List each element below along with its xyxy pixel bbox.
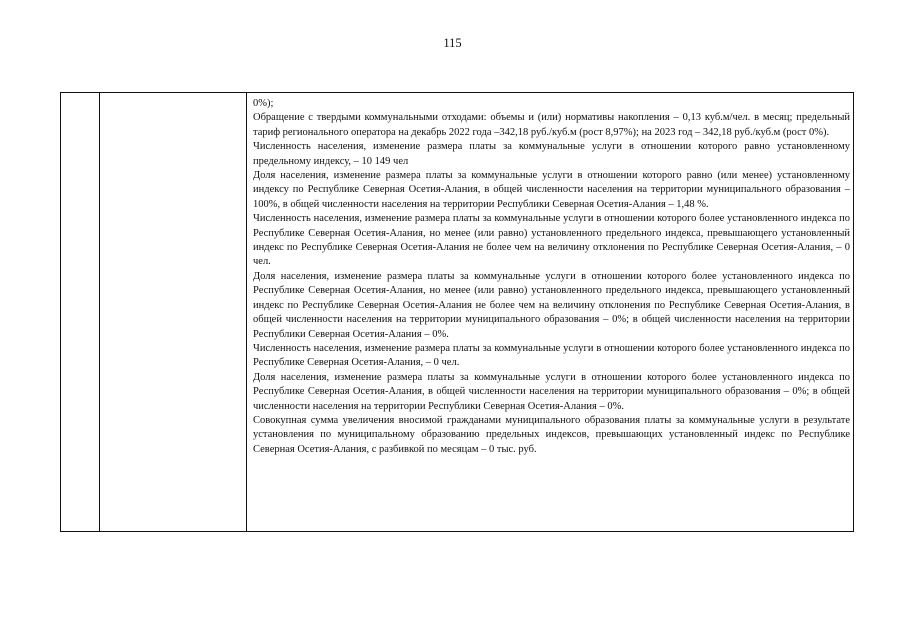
paragraph: Численность населения, изменение размера платы за коммунальные услуги в отношении которого более установленного индекса по Республике Северная Осетия-Алания, но менее (или равно) установленного предельного индекса, превышающего установленный индекс по Республике Северная Осетия-Алания не более чем на величину отклонения по Республике Северная Осетия-Алания, – 0 чел. (253, 213, 850, 268)
paragraph: Доля населения, изменение размера платы за коммунальные услуги в отношении которого более установленного индекса по Республике Северная Осетия-Алания, но менее (или равно) установленного предельного индекса, превышающего установленный индекс по Республике Северная Осетия-Алания не более чем на величину отклонения по Республике Северная Осетия-Алания, в общей численности населения на территории муниципального образования – 0%; в общей численности населения на территории Республики Северная Осетия-Алания – 0%. (253, 270, 850, 340)
paragraph: 0%); (253, 98, 274, 109)
page-number: 115 (443, 36, 462, 50)
paragraph: Совокупная сумма увеличения вносимой гражданами муниципального образования платы за коммунальные услуги в результате установления по муниципальному образованию предельных индексов, превышающих установленный индекс по Республике Северная Осетия-Алания, с разбивкой по месяцам – 0 тыс. руб. (253, 414, 850, 455)
table-cell-text (247, 93, 854, 532)
paragraph: Обращение с твердыми коммунальными отходами: объемы и (или) нормативы накопления – 0,13 куб.м/чел. в месяц; предельный тариф регионального оператора на декабрь 2022 года –342,18 руб./куб.м (рост 8,97%); на 2023 год – 342,18 руб./куб.м (рост 0%). (253, 112, 850, 138)
table-cell-empty-1 (61, 93, 100, 532)
document-table (60, 92, 854, 532)
paragraph: Доля населения, изменение размера платы за коммунальные услуги в отношении которого более установленного индекса по Республике Северная Осетия-Алания, в общей численности населения на территории муниципального образования – 0%; в общей численности населения на территории Республики Северная Осетия-Алания – 0%. (253, 371, 850, 412)
table-cell-empty-2 (100, 93, 247, 532)
paragraph: Доля населения, изменение размера платы за коммунальные услуги в отношении которого равно (или менее) установленному индексу по Республике Северная Осетия-Алания, в общей численности населения на территории муниципального образования – 100%, в общей численности населения на территории Республики Северная Осетия-Алания – 1,48 %. (253, 170, 850, 210)
paragraph: Численность населения, изменение размера платы за коммунальные услуги в отношении которого равно установленному предельному индексу, – 10 149 чел (253, 141, 850, 167)
paragraph: Численность населения, изменение размера платы за коммунальные услуги в отношении которого более установленного индекса по Республике Северная Осетия-Алания, – 0 чел. (253, 342, 850, 369)
table-row (61, 93, 854, 532)
